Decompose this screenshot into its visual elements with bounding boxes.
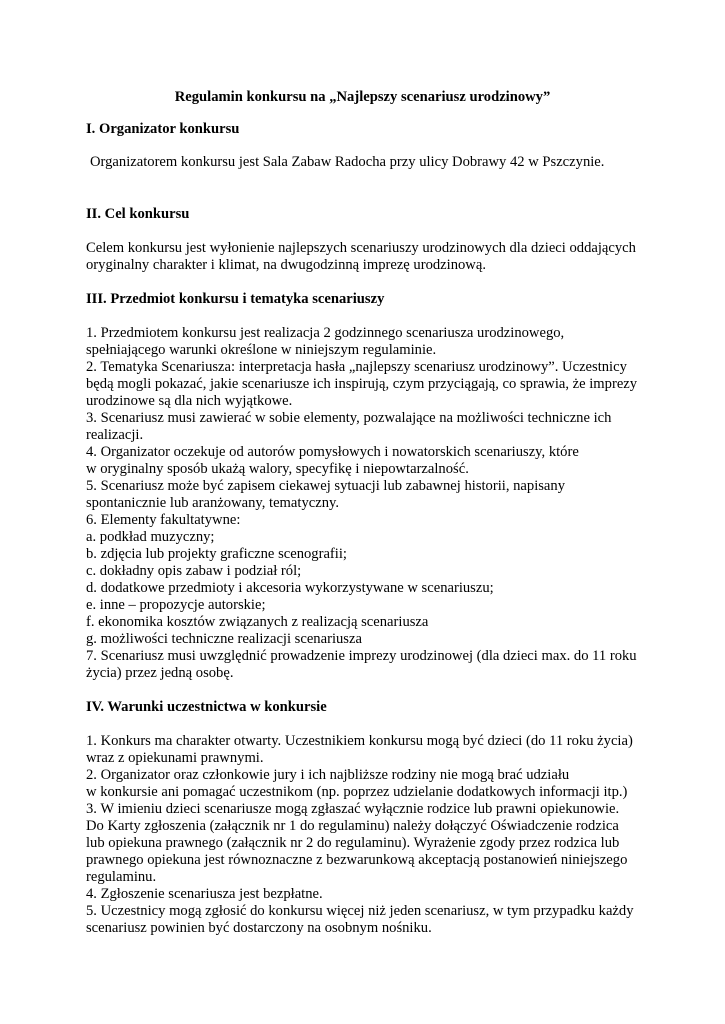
list-item: g. możliwości techniczne realizacji scenariusza (86, 631, 362, 647)
list-item: a. podkład muzyczny; (86, 529, 215, 545)
list-item: 5. Scenariusz może być zapisem ciekawej sytuacji lub zabawnej historii, napisany (86, 478, 565, 494)
list-item: c. dokładny opis zabaw i podział ról; (86, 563, 302, 579)
paragraph-line: Organizatorem konkursu jest Sala Zabaw Radocha przy ulicy Dobrawy 42 w Pszczynie. (90, 154, 605, 170)
list-item: Do Karty zgłoszenia (załącznik nr 1 do regulaminu) należy dołączyć Oświadczenie rodzica (86, 818, 619, 834)
list-item: 3. Scenariusz musi zawierać w sobie elementy, pozwalające na możliwości techniczne ich (86, 410, 612, 426)
list-item: 6. Elementy fakultatywne: (86, 512, 241, 528)
list-item: d. dodatkowe przedmioty i akcesoria wykorzystywane w scenariuszu; (86, 580, 494, 596)
list-item: scenariusz powinien być dostarczony na osobnym nośniku. (86, 920, 432, 936)
document-title: Regulamin konkursu na „Najlepszy scenariusz urodzinowy” (174, 89, 551, 105)
paragraph-line: oryginalny charakter i klimat, na dwugodzinną imprezę urodzinową. (86, 257, 486, 273)
list-item: 4. Zgłoszenie scenariusza jest bezpłatne. (86, 886, 323, 902)
list-item: 1. Konkurs ma charakter otwarty. Uczestnikiem konkursu mogą być dzieci (do 11 roku życia) (86, 733, 633, 749)
document-body (86, 121, 666, 937)
list-item: b. zdjęcia lub projekty graficzne scenografii; (86, 546, 347, 562)
list-item: 2. Tematyka Scenariusza: interpretacja hasła „najlepszy scenariusz urodzinowy”. Uczestnicy (86, 359, 627, 375)
list-item: realizacji. (86, 427, 144, 443)
section-heading-organizer: I. Organizator konkursu (86, 121, 240, 137)
list-item: będą mogli pokazać, jakie scenariusze ich inspirują, czym przyciągają, co sprawia, że imprezy (86, 376, 638, 392)
list-item: lub opiekuna prawnego (załącznik nr 2 do regulaminu). Wyrażenie zgody przez rodzica lub (86, 835, 620, 851)
paragraph-line: Celem konkursu jest wyłonienie najlepszych scenariuszy urodzinowych dla dzieci oddających (86, 240, 636, 256)
list-item: 5. Uczestnicy mogą zgłosić do konkursu więcej niż jeden scenariusz, w tym przypadku każdy (86, 903, 634, 919)
list-item: 2. Organizator oraz członkowie jury i ich najbliższe rodziny nie mogą brać udziału (86, 767, 570, 783)
list-item: życia) przez jedną osobę. (86, 665, 234, 681)
list-item: urodzinowe są dla nich wyjątkowe. (86, 393, 293, 409)
list-item: w oryginalny sposób ukażą walory, specyfikę i niepowtarzalność. (86, 461, 469, 477)
section-heading-conditions: IV. Warunki uczestnictwa w konkursie (86, 699, 327, 715)
list-item: e. inne – propozycje autorskie; (86, 597, 266, 613)
list-item: 3. W imieniu dzieci scenariusze mogą zgłaszać wyłącznie rodzice lub prawni opiekunowie. (86, 801, 620, 817)
list-item: w konkursie ani pomagać uczestnikom (np. poprzez udzielanie dodatkowych informacji itp.) (86, 784, 628, 800)
list-item: prawnego opiekuna jest równoznaczne z bezwarunkową akceptacją postanowień niniejszego (86, 852, 628, 868)
section-heading-goal: II. Cel konkursu (86, 206, 190, 222)
list-item: spontanicznie lub aranżowany, tematyczny. (86, 495, 339, 511)
section-heading-subject: III. Przedmiot konkursu i tematyka scenariuszy (86, 291, 385, 307)
list-item: spełniającego warunki określone w niniejszym regulaminie. (86, 342, 437, 358)
list-item: regulaminu. (86, 869, 157, 885)
list-item: 1. Przedmiotem konkursu jest realizacja 2 godzinnego scenariusza urodzinowego, (86, 325, 565, 341)
list-item: f. ekonomika kosztów związanych z realizacją scenariusza (86, 614, 429, 630)
list-item: 7. Scenariusz musi uwzględnić prowadzenie imprezy urodzinowej (dla dzieci max. do 11 roku (86, 648, 637, 664)
list-item: wraz z opiekunami prawnymi. (86, 750, 264, 766)
list-item: 4. Organizator oczekuje od autorów pomysłowych i nowatorskich scenariuszy, które (86, 444, 579, 460)
